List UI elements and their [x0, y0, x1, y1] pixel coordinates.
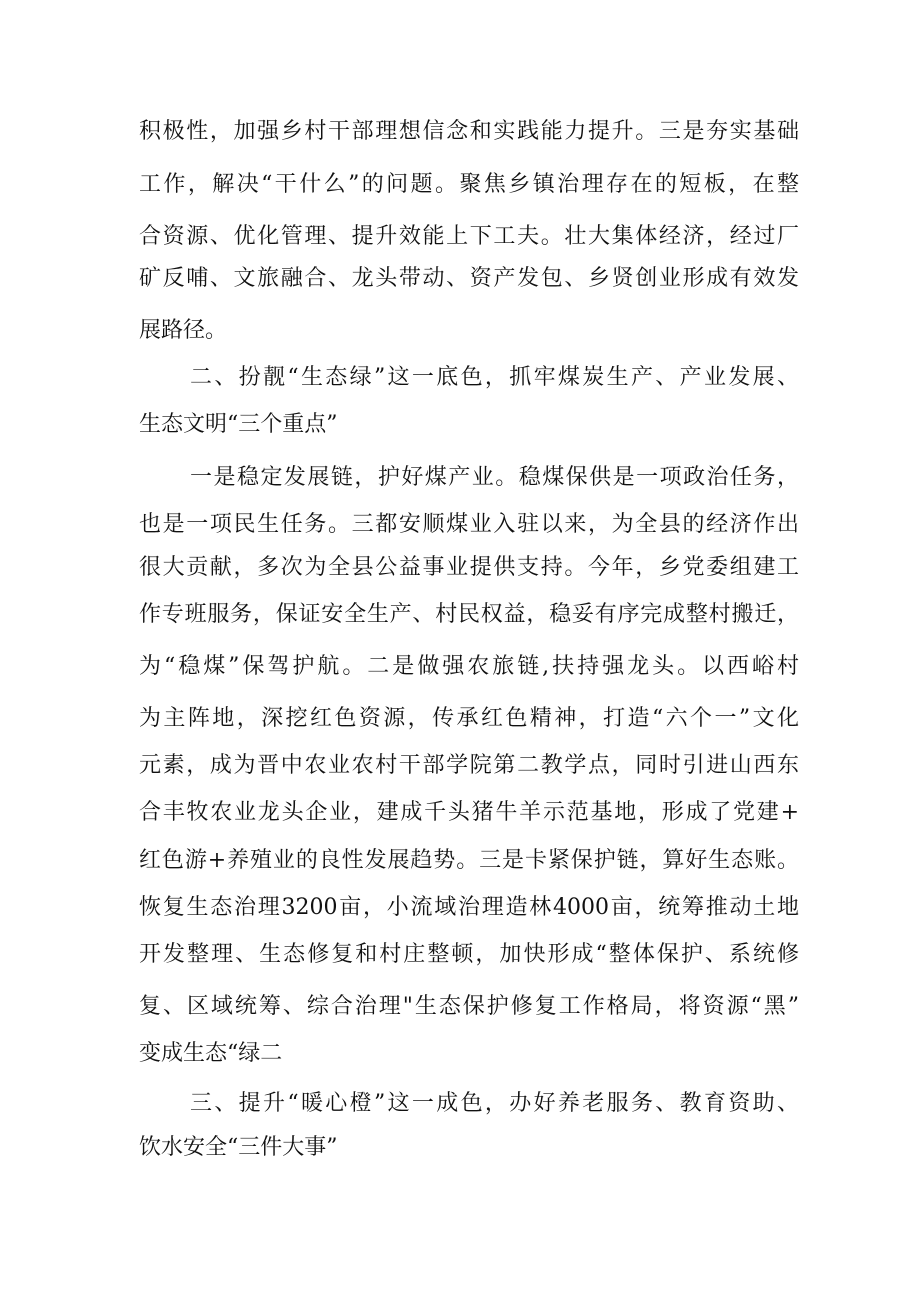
text-line: 恢复生态治理3200亩，小流域治理造林4000亩，统筹推动土地: [139, 895, 799, 920]
text-line: 合丰牧农业龙头企业，建成千头猪牛羊示范基地，形成了党建+: [139, 800, 799, 825]
text-line: 为“稳煤”保驾护航。二是做强农旅链,扶持强龙头。以西峪村: [139, 654, 799, 679]
text-line: 也是一项民生任务。三都安顺煤业入驻以来，为全县的经济作出: [139, 512, 799, 537]
text-line: 开发整理、生态修复和村庄整顿，加快形成“整体保护、系统修: [139, 942, 799, 967]
text-line: 很大贡献，多次为全县公益事业提供支持。今年，乡党委组建工: [139, 555, 799, 580]
section-heading-line: 二、扮靓“生态绿”这一底色，抓牢煤炭生产、产业发展、: [190, 365, 799, 390]
section-heading-line: 三、提升“暖心橙”这一成色，办好养老服务、教育资助、: [190, 1091, 799, 1116]
text-line: 合资源、优化管理、提升效能上下工夫。壮大集体经济，经过厂: [139, 224, 799, 249]
text-line: 作专班服务，保证安全生产、村民权益，稳妥有序完成整村搬迁，: [139, 602, 799, 627]
text-line: 为主阵地，深挖红色资源，传承红色精神，打造“六个一”文化: [139, 706, 799, 731]
section-heading-line: 饮水安全“三件大事”: [139, 1135, 338, 1160]
text-line: 变成生态“绿二: [139, 1041, 283, 1066]
text-line: 展路径。: [139, 318, 228, 343]
text-line: 工作，解决“干什么”的问题。聚焦乡镇治理存在的短板，在整: [139, 172, 799, 197]
section-heading-line: 生态文明“三个重点”: [139, 412, 338, 437]
text-line: 一是稳定发展链，护好煤产业。稳煤保供是一项政治任务，: [190, 465, 799, 490]
text-line: 矿反哺、文旅融合、龙头带动、资产发包、乡贤创业形成有效发: [139, 266, 799, 291]
text-line: 元素，成为晋中农业农村干部学院第二教学点，同时引进山西东: [139, 753, 799, 778]
text-line: 复、区域统筹、综合治理"生态保护修复工作格局，将资源“黑”: [139, 994, 799, 1019]
text-line: 红色游+养殖业的良性发展趋势。三是卡紧保护链，算好生态账。: [139, 848, 799, 873]
text-line: 积极性，加强乡村干部理想信念和实践能力提升。三是夯实基础: [139, 119, 799, 144]
